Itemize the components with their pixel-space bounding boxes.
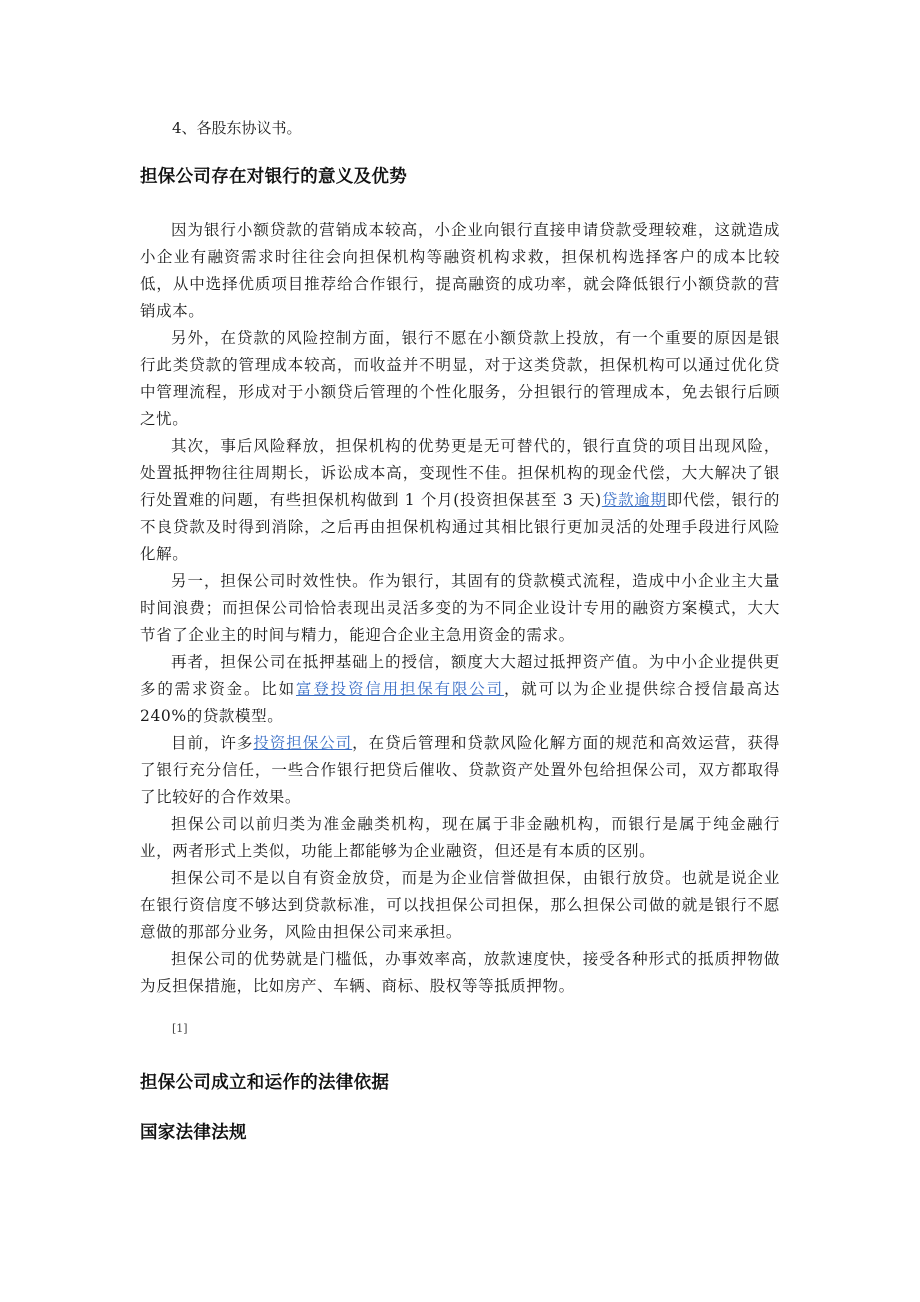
fudeng-guarantee-link[interactable]: 富登投资信用担保有限公司 <box>295 680 504 698</box>
paragraph-credit-line <box>140 649 780 730</box>
paragraph-risk-release <box>140 433 780 568</box>
section-heading-significance: 担保公司存在对银行的意义及优势 <box>140 167 407 187</box>
section-body <box>140 217 780 1000</box>
citation-marker[interactable]: [1] <box>172 1022 188 1035</box>
paragraph-timeliness: 另一，担保公司时效性快。作为银行，其固有的贷款模式流程，造成中小企业主大量时间浪费；而担保公司恰恰表现出灵活多变的为不同企业设计专用的融资方案模式，大大节省了企业主的时间与精力，能迎合企业主急用资金的需求。 <box>140 572 780 644</box>
investment-guarantee-company-link[interactable]: 投资担保公司 <box>253 734 353 752</box>
paragraph-credit-line-text-b: ，就可以为企业提供综合授信最高达 240%的贷款模型。 <box>140 680 781 725</box>
paragraph-advantages: 担保公司的优势就是门槛低，办事效率高，放款速度快，接受各种形式的抵质押物做为反担保措施，比如房产、车辆、商标、股权等等抵质押物。 <box>140 950 780 995</box>
paragraph-marketing-cost: 因为银行小额贷款的营销成本较高，小企业向银行直接申请贷款受理较难，这就造成小企业有融资需求时往往会向担保机构等融资机构求救，担保机构选择客户的成本比较低，从中选择优质项目推荐给合作银行，提高融资的成功率，就会降低银行小额贷款的营销成本。 <box>140 221 780 320</box>
paragraph-risk-release-text-b: 即代偿，银行的不良贷款及时得到消除，之后再由担保机构通过其相比银行更加灵活的处理手段进行风险化解。 <box>140 491 781 563</box>
shareholder-agreement-item: 4、各股东协议书。 <box>172 119 302 137</box>
paragraph-cooperation <box>140 730 780 811</box>
paragraph-cooperation-text-b: ，在贷后管理和贷款风险化解方面的规范和高效运营，获得了银行充分信任，一些合作银行把贷后催收、贷款资产处置外包给担保公司，双方都取得了比较好的合作效果。 <box>140 734 780 806</box>
paragraph-guarantee-role: 担保公司不是以自有资金放贷，而是为企业信誉做担保，由银行放贷。也就是说企业在银行资信度不够达到贷款标准，可以找担保公司担保，那么担保公司做的就是银行不愿意做的那部分业务，风险由担保公司来承担。 <box>140 869 780 941</box>
section-heading-legal-basis: 担保公司成立和运作的法律依据 <box>140 1073 390 1093</box>
section-heading-national-laws: 国家法律法规 <box>140 1123 247 1143</box>
paragraph-credit-line-text-a: 再者，担保公司在抵押基础上的授信，额度大大超过抵押资产值。为中小企业提供更多的需求资金。比如 <box>140 653 780 698</box>
loan-overdue-link[interactable]: 贷款逾期 <box>601 491 667 509</box>
paragraph-classification: 担保公司以前归类为准金融类机构，现在属于非金融机构，而银行是属于纯金融行业，两者形式上类似，功能上都能够为企业融资，但还是有本质的区别。 <box>140 815 780 860</box>
paragraph-cooperation-text-a: 目前，许多 <box>171 734 254 752</box>
paragraph-risk-release-text-a: 其次，事后风险释放，担保机构的优势更是无可替代的，银行直贷的项目出现风险，处置抵押物往往周期长，诉讼成本高，变现性不佳。担保机构的现金代偿，大大解决了银行处置难的问题，有些担保机构做到 1 个月(投资担保甚至 3 天) <box>140 437 780 509</box>
paragraph-risk-control: 另外，在贷款的风险控制方面，银行不愿在小额贷款上投放，有一个重要的原因是银行此类贷款的管理成本较高，而收益并不明显，对于这类贷款，担保机构可以通过优化贷中管理流程，形成对于小额贷后管理的个性化服务，分担银行的管理成本，免去银行后顾之忧。 <box>140 329 780 428</box>
